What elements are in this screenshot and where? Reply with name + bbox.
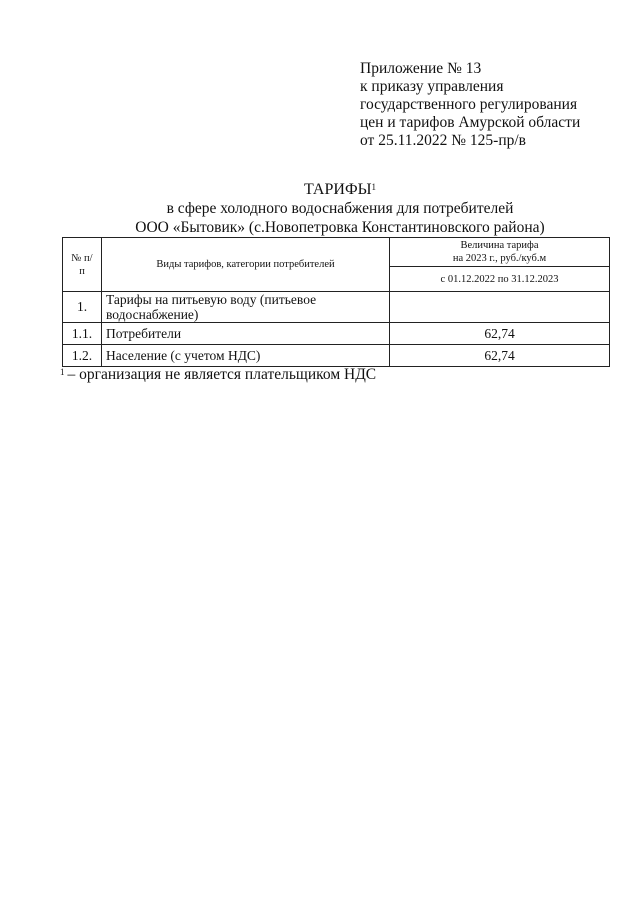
header-kind: Виды тарифов, категории потребителей [102,238,390,292]
header-value-title: Величина тарифа [460,240,539,251]
row-value: 62,74 [390,345,610,367]
table-row [63,345,610,367]
appendix-line: государственного регулирования [360,96,578,113]
row-name: Потребители [102,323,390,345]
footnote-mark: 1 [60,367,65,377]
footnote-text: – организация не является плательщиком НДС [67,366,377,383]
table-row [63,292,610,323]
row-number: 1.1. [63,323,102,345]
header-value [390,238,610,267]
tariff-table [62,237,610,367]
table-row [63,323,610,345]
title-subtitle-line: в сфере холодного водоснабжения для потребителей [166,200,514,217]
document-title-block [40,180,640,237]
row-name: Тарифы на питьевую воду (питьевое водоснабжение) [102,292,390,323]
appendix-reference [360,60,620,150]
footnote [60,366,376,384]
appendix-line: цен и тарифов Амурской области [360,114,581,131]
header-period: с 01.12.2022 по 31.12.2023 [390,267,610,292]
row-number: 1. [63,292,102,323]
header-number-text: № п/п [71,252,93,277]
row-value: 62,74 [390,323,610,345]
appendix-line: от 25.11.2022 № 125-пр/в [360,132,526,149]
appendix-line: Приложение № 13 [360,60,482,77]
title-text: ТАРИФЫ [303,181,372,198]
title-organization-line: ООО «Бытовик» (с.Новопетровка Константиновского района) [135,219,545,236]
row-name: Население (с учетом НДС) [102,345,390,367]
document-title [40,180,640,199]
title-footnote-mark: 1 [371,182,377,192]
table-header-row [63,238,610,267]
row-value [390,292,610,323]
header-value-unit: на 2023 г., руб./куб.м [452,253,547,264]
header-number [63,238,102,292]
row-number: 1.2. [63,345,102,367]
appendix-line: к приказу управления [360,78,504,95]
